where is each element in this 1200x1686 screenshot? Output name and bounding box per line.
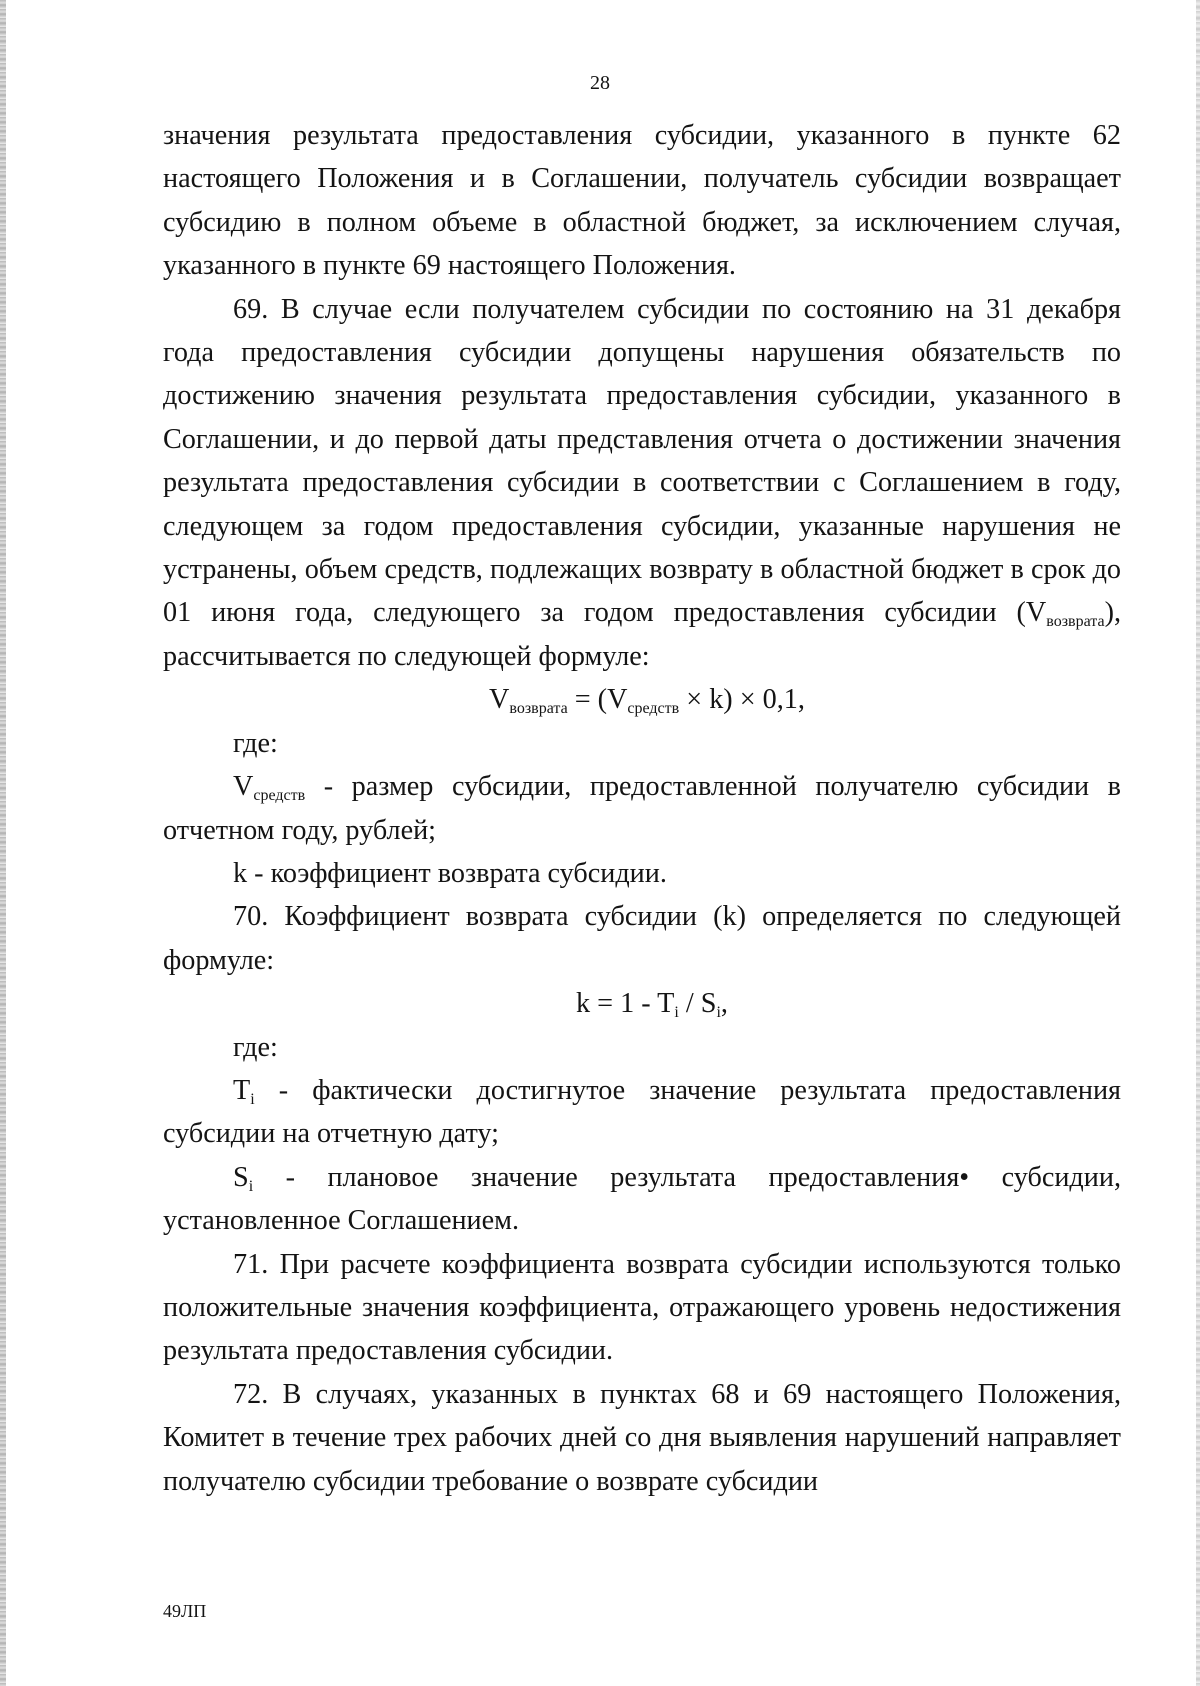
paragraph-71: 71. При расчете коэффициента возврата субсидии используются только положительные значения коэффициента, отражающего уровень недостижения результата предоставления субсидии. — [163, 1248, 1121, 1367]
definition-t-text: - фактически достигнутое значение результата предоставления субсидии на отчетную дату; — [163, 1074, 1121, 1150]
scan-edge-right — [1196, 0, 1200, 1686]
formula-coefficient — [163, 982, 1121, 1025]
formula-1-sub-1: возврата — [509, 700, 568, 718]
definition-v-sredstv — [163, 765, 1121, 852]
definition-t-subscript: i — [250, 1090, 255, 1108]
formula-2-a: k = 1 - T — [576, 988, 675, 1020]
paragraph-69-subscript: возврата — [1046, 613, 1105, 631]
paragraph-70: 70. Коэффициент возврата субсидии (k) определяется по следующей формуле: — [163, 901, 1121, 976]
definition-v-text: - размер субсидии, предоставленной получателю субсидии в отчетном году, рублей; — [163, 771, 1121, 846]
formula-1-sub-2: средств — [627, 700, 680, 718]
scan-edge-left — [0, 0, 6, 1686]
definition-s — [163, 1156, 1121, 1243]
definition-s-symbol: S — [233, 1161, 249, 1193]
where-label-2: где: — [233, 1031, 278, 1063]
paragraph-72: 72. В случаях, указанных в пунктах 68 и 69 настоящего Положения, Комитет в течение трех рабочих дней со дня выявления нарушений направляет получателю субсидии требование о возврате субсидии — [163, 1378, 1121, 1497]
definition-s-subscript: i — [248, 1177, 254, 1195]
document-code: 49ЛП — [163, 1601, 207, 1621]
definition-t — [163, 1069, 1121, 1156]
page-number: 28 — [590, 72, 610, 94]
formula-1-mid: = (V — [567, 684, 628, 716]
where-label-1: где: — [233, 727, 278, 759]
document-body — [163, 114, 1121, 1503]
formula-2-sub-1: i — [674, 1004, 679, 1022]
definition-v-symbol: V — [233, 771, 254, 803]
formula-return-volume — [163, 678, 1121, 721]
formula-2-sub-2: i — [716, 1004, 721, 1022]
formula-2-b: / S — [678, 988, 717, 1020]
paragraph-69 — [163, 288, 1121, 679]
formula-1-v: V — [489, 684, 510, 716]
definition-v-subscript: средств — [253, 787, 306, 805]
paragraph-69-text-b: ), рассчитывается по следующей формуле: — [163, 597, 1121, 672]
definition-k: k - коэффициент возврата субсидии. — [233, 857, 667, 889]
formula-1-end: × k) × 0,1, — [679, 684, 805, 716]
definition-s-text: - плановое значение результата предоставления• субсидии, установленное Соглашением. — [163, 1161, 1121, 1237]
paragraph-continuation: значения результата предоставления субсидии, указанного в пункте 62 настоящего Положения и в Соглашении, получатель субсидии возвращает субсидию в полном объеме в областной бюджет, за исключением случая, указанного в пункте 69 настоящего Положения. — [163, 120, 1121, 282]
definition-t-symbol: T — [233, 1074, 251, 1106]
paragraph-69-text-a: 69. В случае если получателем субсидии по состоянию на 31 декабря года предоставления субсидии допущены нарушения обязательств по достижению значения результата предоставления субсидии, указанного в Соглашении, и до первой даты представления отчета о достижении значения результата предоставления субсидии в соответствии с Соглашением в году, следующем за годом предоставления субсидии, указанные нарушения не устранены, объем средств, подлежащих возврату в областной бюджет в срок до 01 июня года, следующего за годом предоставления субсидии (V — [163, 293, 1121, 629]
formula-2-c: , — [720, 988, 728, 1020]
